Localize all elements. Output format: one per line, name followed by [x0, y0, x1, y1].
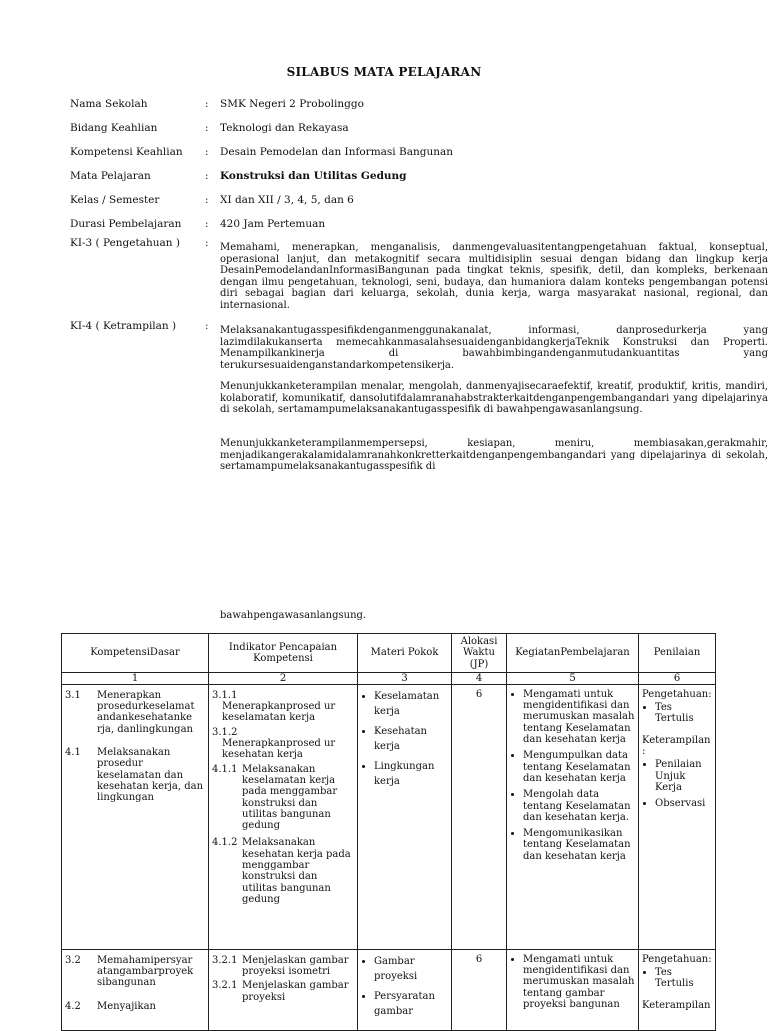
- indikator-item: [212, 764, 354, 832]
- info-label: Nama Sekolah: [70, 98, 148, 110]
- indikator-item: [212, 955, 354, 978]
- header-kegiatan: KegiatanPembelajaran: [507, 634, 639, 673]
- indikator-number: 3.2.1: [212, 954, 238, 966]
- info-label: Kompetensi Keahlian: [70, 146, 183, 158]
- materi-item: • Persyaratan gambar: [374, 989, 448, 1019]
- indikator-item: [212, 727, 354, 761]
- kd-number: 3.1: [65, 689, 81, 701]
- materi-cell: [358, 949, 452, 1030]
- penilaian-pengetahuan-label: Pengetahuan:: [642, 688, 712, 700]
- penilaian-pengetahuan-label: Pengetahuan:: [642, 953, 712, 965]
- indikator-cell: [209, 684, 358, 949]
- header-penilaian: Penilaian: [639, 634, 716, 673]
- kd-number: 4.2: [65, 1000, 81, 1012]
- kegiatan-item: • Mengolah data tentang Keselamatan dan kesehatan kerja.: [523, 789, 635, 823]
- penilaian-item: • Penilaian Unjuk Kerja: [655, 759, 712, 793]
- materi-list: [361, 954, 448, 1019]
- header-materi-pokok: Materi Pokok: [358, 634, 452, 673]
- kd-item: [65, 955, 205, 989]
- info-value: Teknologi dan Rekayasa: [220, 122, 349, 134]
- info-colon: :: [205, 122, 209, 134]
- kd-cell: [62, 684, 209, 949]
- info-value: 420 Jam Pertemuan: [220, 218, 326, 230]
- indikator-number: 3.1.2: [212, 726, 238, 738]
- indikator-number: 3.2.1: [212, 980, 238, 992]
- kd-cell: [62, 949, 209, 1030]
- kegiatan-list: [510, 954, 635, 1010]
- kd-number: 4.1: [65, 747, 81, 759]
- kd-item: [65, 1001, 205, 1012]
- info-row-bidang-keahlian: [70, 122, 700, 136]
- kd-item: [65, 690, 205, 735]
- info-colon: :: [205, 320, 209, 332]
- info-row-nama-sekolah: [70, 98, 700, 112]
- indikator-text: Menjelaskan gambar proyeksi isometri: [242, 954, 349, 978]
- materi-item: • Lingkungan kerja: [374, 759, 448, 789]
- penilaian-cell: [639, 949, 716, 1030]
- header-kompetensi-dasar: KompetensiDasar: [62, 634, 209, 673]
- materi-item: • Kesehatan kerja: [374, 724, 448, 754]
- kd-text: Memahamipersyar atangambarproyek sibangunan: [97, 954, 194, 989]
- info-value: Desain Pemodelan dan Informasi Bangunan: [220, 146, 454, 158]
- column-number: 3: [358, 672, 452, 684]
- table-row: [62, 684, 716, 949]
- materi-item: • Keselamatan kerja: [374, 689, 448, 719]
- penilaian-keterampilan-label: Keterampilan: [642, 999, 711, 1011]
- info-colon: :: [205, 146, 209, 158]
- info-colon: :: [205, 170, 209, 182]
- info-label: Mata Pelajaran: [70, 170, 151, 182]
- kegiatan-item: • Mengomunikasikan tentang Keselamatan dan kesehatan kerja: [523, 828, 635, 862]
- indikator-text: Melaksanakan keselamatan kerja pada menggambar konstruksi dan utilitas bangunan gedung: [242, 763, 338, 832]
- alokasi-cell: 6: [452, 684, 507, 949]
- indikator-text: Menjelaskan gambar proyeksi: [242, 980, 349, 1003]
- info-row-kelas-semester: [70, 194, 700, 208]
- info-label: Bidang Keahlian: [70, 122, 158, 134]
- kegiatan-cell: [507, 949, 639, 1030]
- info-colon: :: [205, 194, 209, 206]
- table-row: [62, 949, 716, 1030]
- kegiatan-item: • Mengamati untuk mengidentifikasi dan merumuskan masalah tentang gambar proyeksi bangunan: [523, 954, 635, 1010]
- materi-item: • Gambar proyeksi: [374, 954, 448, 984]
- document-title: SILABUS MATA PELAJARAN: [286, 65, 482, 79]
- kegiatan-list: [510, 689, 635, 862]
- column-number: 6: [639, 672, 716, 684]
- ki4-tail-text: bawahpengawasanlangsung.: [220, 610, 367, 621]
- indikator-text: Melaksanakan kesehatan kerja pada menggambar konstruksi dan utilitas bangunan gedung: [242, 837, 351, 905]
- penilaian-keterampilan-list: [642, 759, 712, 809]
- ki4-paragraph-1: Melaksanakantugasspesifikdenganmenggunakanalat, informasi, danprosedurkerja yang lazimdilakukanserta memecahkanmasalahsesuaidenganbidangkerjaTeknik Konstruksi dan Properti. Menampilkankinerja di bawahbimbingandenganmutudankuantitas yang terukursesuaidenganstandarkompetensikerja.: [220, 325, 768, 371]
- penilaian-item: • Tes Tertulis: [655, 967, 712, 990]
- header-alokasi-waktu: Alokasi Waktu (JP): [452, 634, 507, 673]
- indikator-item: [212, 980, 354, 1003]
- indikator-number: 3.1.1: [212, 689, 238, 701]
- info-value: SMK Negeri 2 Probolinggo: [220, 98, 364, 110]
- info-colon: :: [205, 237, 209, 249]
- kegiatan-cell: [507, 684, 639, 949]
- header-indikator: Indikator Pencapaian Kompetensi: [209, 634, 358, 673]
- penilaian-item: • Observasi: [655, 798, 712, 809]
- info-value: Konstruksi dan Utilitas Gedung: [220, 170, 407, 182]
- info-colon: :: [205, 218, 209, 230]
- alokasi-cell: 6: [452, 949, 507, 1030]
- info-value: XI dan XII / 3, 4, 5, dan 6: [220, 194, 354, 206]
- column-number: 2: [209, 672, 358, 684]
- indikator-text: Menerapkanprosed ur kesehatan kerja: [222, 738, 336, 761]
- info-row-durasi: [70, 218, 700, 232]
- kegiatan-item: • Mengumpulkan data tentang Keselamatan dan kesehatan kerja: [523, 750, 635, 784]
- indikator-text: Menerapkanprosed ur keselamatan kerja: [222, 701, 336, 724]
- ki3-label: KI-3 ( Pengetahuan ): [70, 237, 180, 249]
- kd-text: Melaksanakan prosedur keselamatan dan kesehatan kerja, dan lingkungan: [97, 747, 204, 804]
- syllabus-table: [61, 633, 716, 1031]
- indikator-item: [212, 690, 354, 724]
- table-header-row: [62, 634, 716, 673]
- penilaian-pengetahuan-list: [642, 702, 712, 725]
- info-colon: :: [205, 98, 209, 110]
- materi-list: [361, 689, 448, 789]
- table-number-row: [62, 672, 716, 684]
- info-row-mata-pelajaran: [70, 170, 700, 184]
- kd-number: 3.2: [65, 954, 81, 966]
- kd-text: Menerapkan prosedurkeselamat andankesehatanke rja, danlingkungan: [97, 689, 195, 735]
- penilaian-item: • Tes Tertulis: [655, 702, 712, 725]
- indikator-number: 4.1.2: [212, 837, 238, 849]
- ki4-paragraph-2: Menunjukkanketerampilan menalar, mengolah, danmenyajisecaraefektif, kreatif, produktif, kritis, mandiri, kolaboratif, komunikatif, dansolutifdalamranahabstrakterkaitdenganpengembangandari yang dipelajarinya di sekolah, sertamampumelaksanakantugasspesifik di bawahpengawasanlangsung.: [220, 381, 768, 416]
- info-label: Durasi Pembelajaran: [70, 218, 182, 230]
- info-row-kompetensi-keahlian: [70, 146, 700, 160]
- info-label: Kelas / Semester: [70, 194, 160, 206]
- materi-cell: [358, 684, 452, 949]
- column-number: 5: [507, 672, 639, 684]
- kd-text: Menyajikan: [97, 1000, 156, 1012]
- ki4-label: KI-4 ( Ketrampilan ): [70, 320, 177, 332]
- indikator-cell: [209, 949, 358, 1030]
- indikator-item: [212, 837, 354, 905]
- column-number: 4: [452, 672, 507, 684]
- kd-item: [65, 747, 205, 803]
- ki3-text: Memahami, menerapkan, menganalisis, danmengevaluasitentangpengetahuan faktual, konseptual, operasional lanjut, dan metakognitif secara multidisiplin sesuai dengan bidang dan lingkup kerja DesainPemodelandanInformasiBangunan pada tingkat teknis, spesifik, detil, dan kompleks, berkenaan dengan ilmu pengetahuan, teknologi, seni, budaya, dan humaniora dalam konteks pengembangan potensi diri sebagai bagian dari keluarga, sekolah, dunia kerja, warga masyarakat nasional, regional, dan internasional.: [220, 242, 768, 311]
- penilaian-pengetahuan-list: [642, 967, 712, 990]
- penilaian-cell: [639, 684, 716, 949]
- kegiatan-item: • Mengamati untuk mengidentifikasi dan merumuskan masalah tentang Keselamatan dan kesehatan kerja: [523, 689, 635, 745]
- column-number: 1: [62, 672, 209, 684]
- indikator-number: 4.1.1: [212, 763, 238, 775]
- penilaian-keterampilan-label: Keterampilan :: [642, 734, 711, 758]
- ki4-paragraph-3: Menunjukkanketerampilanmempersepsi, kesiapan, meniru, membiasakan,gerakmahir, menjadikangerakalamidalamranahkonkretterkaitdenganpengembangandari yang dipelajarinya di sekolah, sertamampumelaksanakantugasspesifik di: [220, 438, 768, 473]
